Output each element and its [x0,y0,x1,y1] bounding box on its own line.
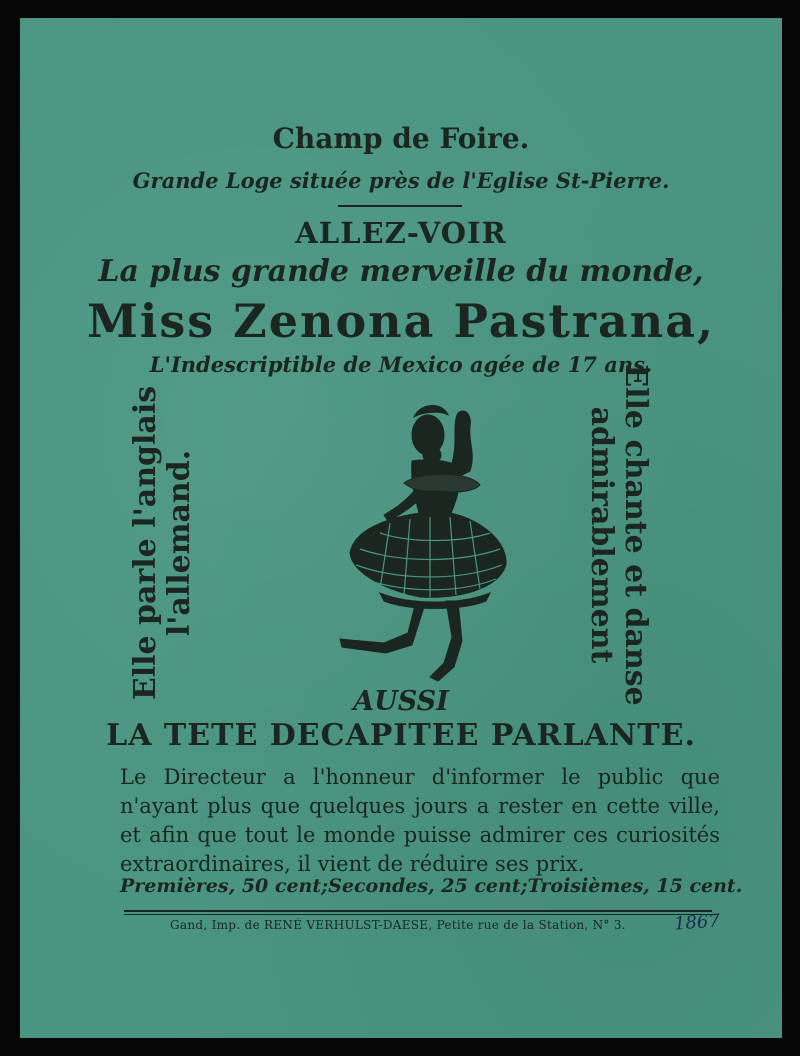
price-secondes: Secondes, 25 cent; [328,875,528,897]
notice-line: extraordinaires, il vient de réduire ses prix. [120,852,585,876]
notice-line: n'ayant plus que quelques jours a rester en cette ville, [120,794,720,818]
aussi-heading: AUSSI [353,686,449,717]
price-troisiemes: Troisièmes, 15 cent. [527,875,743,897]
price-premieres: Premières, 50 cent; [120,875,329,897]
printer-imprint: Gand, Imp. de RENÉ VERHULST-DAESE, Petite rue de la Station, N° 3. [170,918,626,932]
divider-rule [338,205,462,207]
performer-name: Miss Zenona Pastrana, [86,294,716,348]
footer-rule [124,910,712,912]
venue-location: Grande Loge située près de l'Eglise St-Pierre. [132,168,670,193]
right-side-text [558,364,678,706]
poster-sheet [20,18,782,1038]
second-act-title: LA TETE DECAPITEE PARLANTE. [106,718,696,753]
price-list [120,875,743,897]
left-side-line-1: Elle parle l'anglais [128,385,163,701]
left-side-text [60,385,266,701]
left-side-line-2: l'allemand. [162,449,197,637]
dancer-illustration [320,393,520,683]
marvel-tagline: La plus grande merveille du monde, [98,254,704,289]
footer-rule-thin [124,914,712,915]
callout-heading: ALLEZ-VOIR [295,216,507,250]
notice-line: Le Directeur a l'honneur d'informer le public que [120,765,720,789]
handwritten-year: 1867 [673,910,721,935]
performer-origin: L'Indescriptible de Mexico agée de 17 ans. [149,352,653,377]
right-side-line-2: admirablement [584,406,619,664]
notice-line: et afin que tout le monde puisse admirer ces curiosités [120,823,720,847]
director-notice [120,763,720,879]
venue-heading: Champ de Foire. [272,122,530,155]
right-side-line-1: Elle chante et danse [618,364,653,706]
